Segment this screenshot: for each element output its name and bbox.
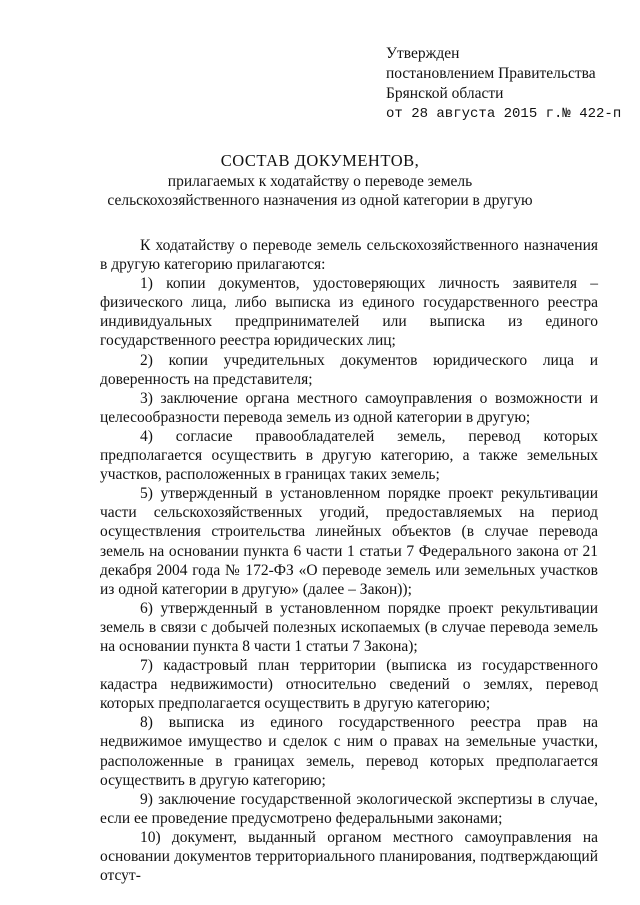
list-item-1: 1) копии документов, удостоверяющих личность заявителя – физического лица, либо выписка из единого государственного реестра индивидуальных предпринимателей или выписка из единого государственного реестра юридических лиц; — [100, 275, 598, 350]
approval-date-line: от 28 августа 2015 г.№ 422-п — [386, 106, 622, 122]
intro-paragraph: К ходатайству о переводе земель сельскохозяйственного назначения в другую категорию прилагаются: — [100, 237, 598, 274]
document-subtitle-line-1: прилагаемых к ходатайству о переводе земель — [167, 173, 473, 190]
list-item-4: 4) согласие правообладателей земель, перевод которых предполагается осуществить в другую категорию, а также земельных участков, расположенных в границах таких земель; — [100, 427, 598, 484]
approval-line-3: Брянской области — [386, 85, 504, 102]
list-item-7: 7) кадастровый план территории (выписка из государственного кадастра недвижимости) относительно сведений о землях, перевод которых предполагается осуществить в другую категорию; — [100, 657, 598, 713]
list-item-9: 9) заключение государственной экологической экспертизы в случае, если ее проведение предусмотрено федеральными законами; — [100, 790, 598, 827]
list-item-3: 3) заключение органа местного самоуправления о возможности и целесообразности перевода земель из одной категории в другую; — [100, 389, 598, 426]
document-subtitle-line-2: сельскохозяйственного назначения из одной категории в другую — [107, 192, 533, 209]
list-item-8: 8) выписка из единого государственного реестра прав на недвижимое имущество и сделок с ним о правах на земельные участки, расположенные в границах земель, перевод которых предполагается осуществить в другую категорию; — [100, 714, 598, 789]
approval-stamp — [386, 44, 621, 124]
list-item-10: 10) документ, выданный органом местного самоуправления на основании документов территориального планирования, подтверждающий отсут- — [100, 828, 598, 885]
document-title-block — [0, 150, 640, 210]
document-body — [100, 236, 598, 885]
list-item-2: 2) копии учредительных документов юридического лица и доверенность на представителя; — [100, 351, 598, 388]
approval-line-2: постановлением Правительства — [386, 65, 596, 82]
list-item-5: 5) утвержденный в установленном порядке проект рекультивации части сельскохозяйственных угодий, предоставляемых на период осуществления строительства линейных объектов (в случае перевода земель на основании пункта 6 части 1 статьи 7 Федерального закона от 21 декабря 2004 года № 172-ФЗ «О переводе земель или земельных участков из одной категории в другую» (далее – Закон)); — [100, 485, 598, 598]
approval-line-1: Утвержден — [386, 45, 460, 62]
document-title: СОСТАВ ДОКУМЕНТОВ, — [220, 151, 420, 170]
list-item-6: 6) утвержденный в установленном порядке проект рекультивации земель в связи с добычей полезных ископаемых (в случае перевода земель на основании пункта 8 части 1 статьи 7 Закона); — [100, 599, 598, 655]
